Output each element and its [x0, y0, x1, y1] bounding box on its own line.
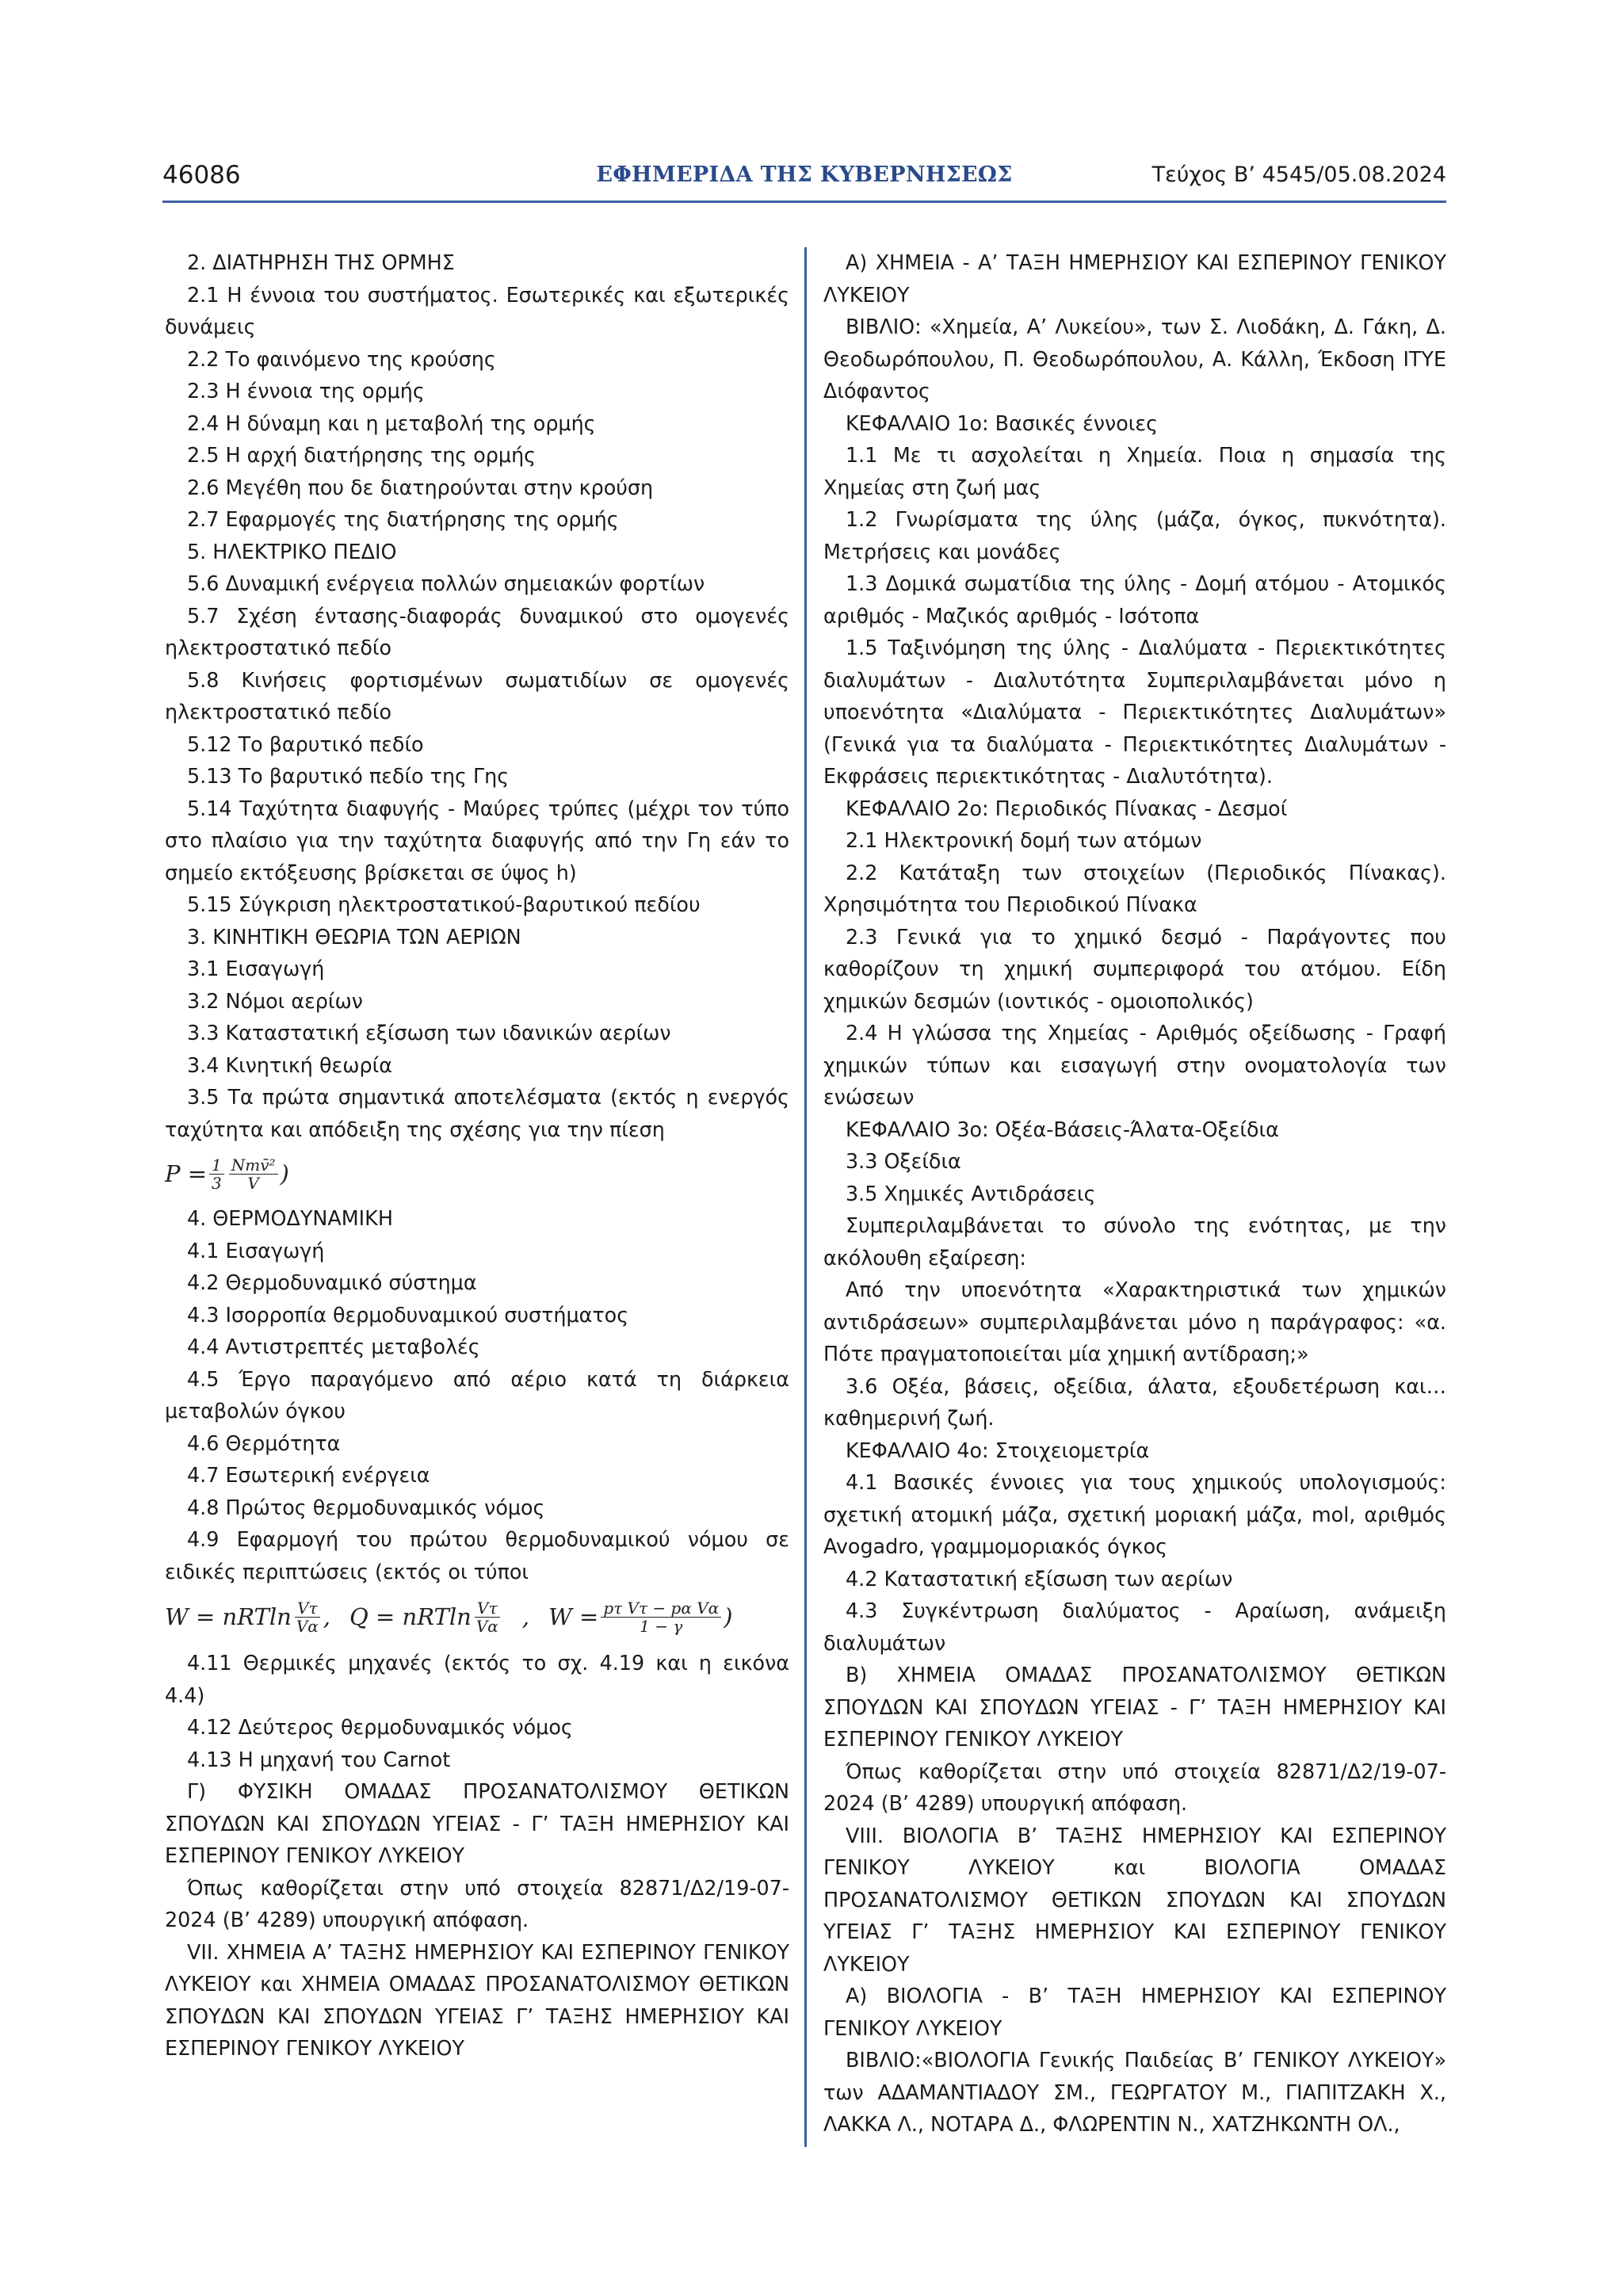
paragraph: 1.1 Με τι ασχολείται η Χημεία. Ποια η σημασία της Χημείας στη ζωή μας [823, 443, 1446, 499]
paragraph: 2.5 Η αρχή διατήρησης της ορμής [187, 443, 537, 467]
paragraph: Β) ΧΗΜΕΙΑ ΟΜΑΔΑΣ ΠΡΟΣΑΝΑΤΟΛΙΣΜΟΥ ΘΕΤΙΚΩΝ ΣΠΟΥΔΩΝ ΚΑΙ ΣΠΟΥΔΩΝ ΥΓΕΙΑΣ - Γ’ ΤΑΞΗ ΗΜΕΡΗΣΙΟΥ ΚΑΙ ΕΣΠΕΡΙΝΟΥ ΓΕΝΙΚΟΥ ΛΥΚΕΙΟΥ [823, 1663, 1446, 1751]
paragraph: 3. ΚΙΝΗΤΙΚΗ ΘΕΩΡΙΑ ΤΩΝ ΑΕΡΙΩΝ [187, 924, 521, 949]
paragraph: 5.8 Κινήσεις φορτισμένων σωματιδίων σε ομογενές ηλεκτροστατικό πεδίο [165, 667, 789, 724]
paragraph: 4.6 Θερμότητα [187, 1431, 341, 1455]
paragraph: 2.1 Η έννοια του συστήματος. Εσωτερικές και εξωτερικές δυνάμεις [165, 282, 789, 338]
fraction-denominator: V [247, 1173, 259, 1193]
fraction-numerator: pτ Vτ − pα Vα [601, 1599, 721, 1618]
fraction-numerator: Nmv̄² [229, 1156, 278, 1175]
paragraph: ΚΕΦΑΛΑΙΟ 3ο: Οξέα-Βάσεις-Άλατα-Οξείδια [846, 1117, 1279, 1141]
fraction-numerator: Vτ [475, 1599, 500, 1618]
paragraph: 4.5 Έργο παραγόμενο από αέριο κατά τη διάρκεια μεταβολών όγκου [165, 1366, 789, 1423]
paragraph: 3.5 Τα πρώτα σημαντικά αποτελέσματα (εκτός η ενεργός ταχύτητα και απόδειξη της σχέσης για την πίεση [165, 1085, 789, 1141]
paragraph: 4.12 Δεύτερος θερμοδυναμικός νόμος [187, 1715, 573, 1739]
paragraph: Α) ΧΗΜΕΙΑ - Α’ ΤΑΞΗ ΗΜΕΡΗΣΙΟΥ ΚΑΙ ΕΣΠΕΡΙΝΟΥ ΓΕΝΙΚΟΥ ΛΥΚΕΙΟΥ [823, 250, 1446, 307]
fraction-denominator: 3 [212, 1173, 222, 1193]
paragraph: ΚΕΦΑΛΑΙΟ 4ο: Στοιχειομετρία [846, 1438, 1150, 1462]
formula-lhs: P = [165, 1159, 208, 1187]
paragraph: 3.3 Οξείδια [846, 1149, 961, 1173]
paragraph: 4.7 Εσωτερική ενέργεια [187, 1463, 430, 1487]
paragraph: ΒΙΒΛΙΟ:«ΒΙΟΛΟΓΙΑ Γενικής Παιδείας Β’ ΓΕΝΙΚΟΥ ΛΥΚΕΙΟΥ» των ΑΔΑΜΑΝΤΙΑΔΟΥ ΣΜ., ΓΕΩΡΓΑΤΟΥ Μ., ΓΙΑΠΙΤΖΑΚΗ Χ., ΛΑΚΚΑ Λ., ΝΟΤΑΡΑ Δ., ΦΛΩΡΕΝΤΙΝ Ν., ΧΑΤΖΗΚΩΝΤΗ ΟΛ., [823, 2048, 1446, 2136]
formula-separator: , [521, 1603, 529, 1631]
paragraph: ΚΕΦΑΛΑΙΟ 2ο: Περιοδικός Πίνακας - Δεσμοί [846, 796, 1288, 820]
formula-close-paren: ) [280, 1159, 289, 1187]
paragraph: 2.6 Μεγέθη που δε διατηρούνται στην κρούση [187, 475, 654, 499]
fraction-numerator: 1 [209, 1156, 224, 1175]
paragraph: Γ) ΦΥΣΙΚΗ ΟΜΑΔΑΣ ΠΡΟΣΑΝΑΤΟΛΙΣΜΟΥ ΘΕΤΙΚΩΝ ΣΠΟΥΔΩΝ ΚΑΙ ΣΠΟΥΔΩΝ ΥΓΕΙΑΣ - Γ’ ΤΑΞΗ ΗΜΕΡΗΣΙΟΥ ΚΑΙ ΕΣΠΕΡΙΝΟΥ ΓΕΝΙΚΟΥ ΛΥΚΕΙΟΥ [165, 1779, 789, 1867]
paragraph: 4.8 Πρώτος θερμοδυναμικός νόμος [187, 1495, 545, 1519]
paragraph: 5.13 Το βαρυτικό πεδίο της Γης [187, 764, 510, 788]
paragraph: 5.7 Σχέση έντασης-διαφοράς δυναμικού στο ομογενές ηλεκτροστατικό πεδίο [165, 603, 789, 659]
paragraph: 2.4 Η δύναμη και η μεταβολή της ορμής [187, 411, 596, 435]
paragraph: 4.1 Βασικές έννοιες για τους χημικούς υπολογισμούς: σχετική ατομική μάζα, σχετική μοριακή μάζα, mol, αριθμός Avogadro, γραμμομοριακός όγκος [823, 1470, 1446, 1558]
paragraph: 2.3 Γενικά για το χημικό δεσμό - Παράγοντες που καθορίζουν τη χημική συμπεριφορά του ατόμου. Είδη χημικών δεσμών (ιοντικός - ομοιοπολικός) [823, 924, 1446, 1013]
fraction-numerator: Vτ [295, 1599, 320, 1618]
paragraph: 4.4 Αντιστρεπτές μεταβολές [187, 1335, 480, 1358]
fraction-denominator: Vα [296, 1617, 319, 1636]
right-column [823, 246, 1446, 2141]
paragraph: 5.12 Το βαρυτικό πεδίο [187, 732, 424, 756]
paragraph: 3.2 Νόμοι αερίων [187, 988, 363, 1013]
formula-w-lhs: W = nRTln [165, 1603, 292, 1631]
paragraph: ΚΕΦΑΛΑΙΟ 1ο: Βασικές έννοιες [846, 411, 1158, 435]
paragraph: 4.2 Καταστατική εξίσωση των αερίων [846, 1566, 1233, 1591]
paragraph: 4.13 Η μηχανή του Carnot [187, 1747, 451, 1771]
paragraph: Α) ΒΙΟΛΟΓΙΑ - Β’ ΤΑΞΗ ΗΜΕΡΗΣΙΟΥ ΚΑΙ ΕΣΠΕΡΙΝΟΥ ΓΕΝΙΚΟΥ ΛΥΚΕΙΟΥ [823, 1984, 1446, 2040]
left-paragraphs-end [165, 1647, 789, 2065]
header-rule [162, 201, 1446, 203]
paragraph: VIII. ΒΙΟΛΟΓΙΑ Β’ ΤΑΞΗΣ ΗΜΕΡΗΣΙΟΥ ΚΑΙ ΕΣΠΕΡΙΝΟΥ ΓΕΝΙΚΟΥ ΛΥΚΕΙΟΥ και ΒΙΟΛΟΓΙΑ ΟΜΑΔΑΣ ΠΡΟΣΑΝΑΤΟΛΙΣΜΟΥ ΘΕΤΙΚΩΝ ΣΠΟΥΔΩΝ ΚΑΙ ΣΠΟΥΔΩΝ ΥΓΕΙΑΣ Γ’ ΤΑΞΗΣ ΗΜΕΡΗΣΙΟΥ ΚΑΙ ΕΣΠΕΡΙΝΟΥ ΓΕΝΙΚΟΥ ΛΥΚΕΙΟΥ [823, 1823, 1446, 1976]
paragraph: Από την υποενότητα «Χαρακτηριστικά των χημικών αντιδράσεων» συμπεριλαμβάνεται μόνο η παράγραφος: «α. Πότε πραγματοποιείται μία χημική αντίδραση;» [823, 1278, 1446, 1366]
issue-reference: Τεύχος Β’ 4545/05.08.2024 [1151, 162, 1446, 187]
paragraph: 2.4 Η γλώσσα της Χημείας - Αριθμός οξείδωσης - Γραφή χημικών τύπων και εισαγωγή στην ονοματολογία των ενώσεων [823, 1021, 1446, 1109]
paragraph: 4.3 Ισορροπία θερμοδυναμικού συστήματος [187, 1302, 629, 1327]
work-heat-formulas [165, 1587, 789, 1647]
paragraph: 1.3 Δομικά σωματίδια της ύλης - Δομή ατόμου - Ατομικός αριθμός - Μαζικός αριθμός - Ισότοπα [823, 571, 1446, 628]
paragraph: 4.2 Θερμοδυναμικό σύστημα [187, 1270, 477, 1294]
paragraph: ΒΙΒΛΙΟ: «Χημεία, Α’ Λυκείου», των Σ. Λιοδάκη, Δ. Γάκη, Δ. Θεοδωρόπουλου, Π. Θεοδωρόπουλου, Α. Κάλλη, Έκδοση ΙΤΥΕ Διόφαντος [823, 315, 1446, 403]
paragraph: 1.2 Γνωρίσματα της ύλης (μάζα, όγκος, πυκνότητα). Μετρήσεις και μονάδες [823, 507, 1446, 563]
paragraph: 4. ΘΕΡΜΟΔΥΝΑΜΙΚΗ [187, 1206, 393, 1230]
fraction-one-third [209, 1156, 224, 1192]
paragraph: 4.1 Εισαγωγή [187, 1238, 325, 1263]
paragraph: 2.2 Κατάταξη των στοιχείων (Περιοδικός Πίνακας). Χρησιμότητα του Περιοδικού Πίνακα [823, 860, 1446, 916]
formula-close-paren: ) [724, 1603, 733, 1631]
page-number: 46086 [162, 161, 241, 189]
fraction-vt-over-va [294, 1599, 321, 1635]
paragraph: 5.15 Σύγκριση ηλεκτροστατικού-βαρυτικού πεδίου [187, 892, 701, 916]
paragraph: 2.7 Εφαρμογές της διατήρησης της ορμής [187, 507, 619, 531]
paragraph: VII. ΧΗΜΕΙΑ Α’ ΤΑΞΗΣ ΗΜΕΡΗΣΙΟΥ ΚΑΙ ΕΣΠΕΡΙΝΟΥ ΓΕΝΙΚΟΥ ΛΥΚΕΙΟΥ και ΧΗΜΕΙΑ ΟΜΑΔΑΣ ΠΡΟΣΑΝΑΤΟΛΙΣΜΟΥ ΘΕΤΙΚΩΝ ΣΠΟΥΔΩΝ ΚΑΙ ΣΠΟΥΔΩΝ ΥΓΕΙΑΣ Γ’ ΤΑΞΗΣ ΗΜΕΡΗΣΙΟΥ ΚΑΙ ΕΣΠΕΡΙΝΟΥ ΓΕΝΙΚΟΥ ΛΥΚΕΙΟΥ [165, 1939, 789, 2060]
column-divider [804, 247, 807, 2147]
paragraph: 4.9 Εφαρμογή του πρώτου θερμοδυναμικού νόμου σε ειδικές περιπτώσεις (εκτός οι τύποι [165, 1527, 789, 1584]
left-column [165, 246, 789, 2065]
fraction-nmv2-over-v [229, 1156, 278, 1192]
paragraph: 4.11 Θερμικές μηχανές (εκτός το σχ. 4.19 και η εικόνα 4.4) [165, 1651, 789, 1707]
paragraph: 1.5 Ταξινόμηση της ύλης - Διαλύματα - Περιεκτικότητες διαλυμάτων - Διαλυτότητα Συμπεριλαμβάνεται μόνο η υποενότητα «Διαλύματα - Περιεκτικότητες Διαλυμάτων» (Γενικά για τα διαλύματα - Περιεκτικότητες Διαλυμάτων - Εκφράσεις περιεκτικότητας - Διαλυτότητα). [823, 636, 1446, 788]
paragraph: 3.6 Οξέα, βάσεις, οξείδια, άλατα, εξουδετέρωση και… καθημερινή ζωή. [823, 1373, 1446, 1430]
paragraph: Όπως καθορίζεται στην υπό στοιχεία 82871/Δ2/19-07-2024 (Β’ 4289) υπουργική απόφαση. [165, 1875, 789, 1931]
formula-w2-lhs: W = [548, 1603, 599, 1631]
left-paragraphs-thermo [165, 1202, 789, 1587]
paragraph: 5. ΗΛΕΚΤΡΙΚΟ ΠΕΔΙΟ [187, 539, 397, 563]
paragraph: 3.3 Καταστατική εξίσωση των ιδανικών αερίων [187, 1021, 671, 1045]
fraction-denominator: 1 − γ [640, 1617, 683, 1636]
paragraph: 2.2 Το φαινόμενο της κρούσης [187, 346, 496, 371]
paragraph: 5.6 Δυναμική ενέργεια πολλών σημειακών φορτίων [187, 571, 705, 595]
formula-q-lhs: Q = nRTln [349, 1603, 472, 1631]
paragraph: 4.3 Συγκέντρωση διαλύματος - Αραίωση, ανάμειξη διαλυμάτων [823, 1599, 1446, 1655]
fraction-vt-over-va [474, 1599, 501, 1635]
left-paragraphs [165, 246, 789, 1145]
formula-separator: , [323, 1603, 331, 1631]
paragraph: 3.5 Χημικές Αντιδράσεις [846, 1181, 1096, 1205]
paragraph: Όπως καθορίζεται στην υπό στοιχεία 82871/Δ2/19-07-2024 (Β’ 4289) υπουργική απόφαση. [823, 1759, 1446, 1815]
paragraph: 3.4 Κινητική θεωρία [187, 1052, 392, 1077]
right-paragraphs [823, 246, 1446, 2141]
paragraph: Συμπεριλαμβάνεται το σύνολο της ενότητας, με την ακόλουθη εξαίρεση: [823, 1213, 1446, 1270]
fraction-denominator: Vα [475, 1617, 498, 1636]
paragraph: 2.1 Ηλεκτρονική δομή των ατόμων [846, 828, 1202, 852]
paragraph: 2. ΔΙΑΤΗΡΗΣΗ ΤΗΣ ΟΡΜΗΣ [187, 250, 455, 274]
paragraph: 2.3 Η έννοια της ορμής [187, 379, 425, 403]
gazette-title: ΕΦΗΜΕΡΙΔΑ ΤΗΣ ΚΥΒΕΡΝΗΣΕΩΣ [596, 162, 1013, 187]
page-header [162, 156, 1446, 204]
pressure-formula [165, 1145, 789, 1202]
fraction-adiabatic-work [601, 1599, 721, 1635]
paragraph: 3.1 Εισαγωγή [187, 957, 325, 980]
paragraph: 5.14 Ταχύτητα διαφυγής - Μαύρες τρύπες (μέχρι τον τύπο στο πλαίσιο για την ταχύτητα διαφυγής από την Γη εάν το σημείο εκτόξευσης βρίσκεται σε ύψος h) [165, 796, 789, 884]
